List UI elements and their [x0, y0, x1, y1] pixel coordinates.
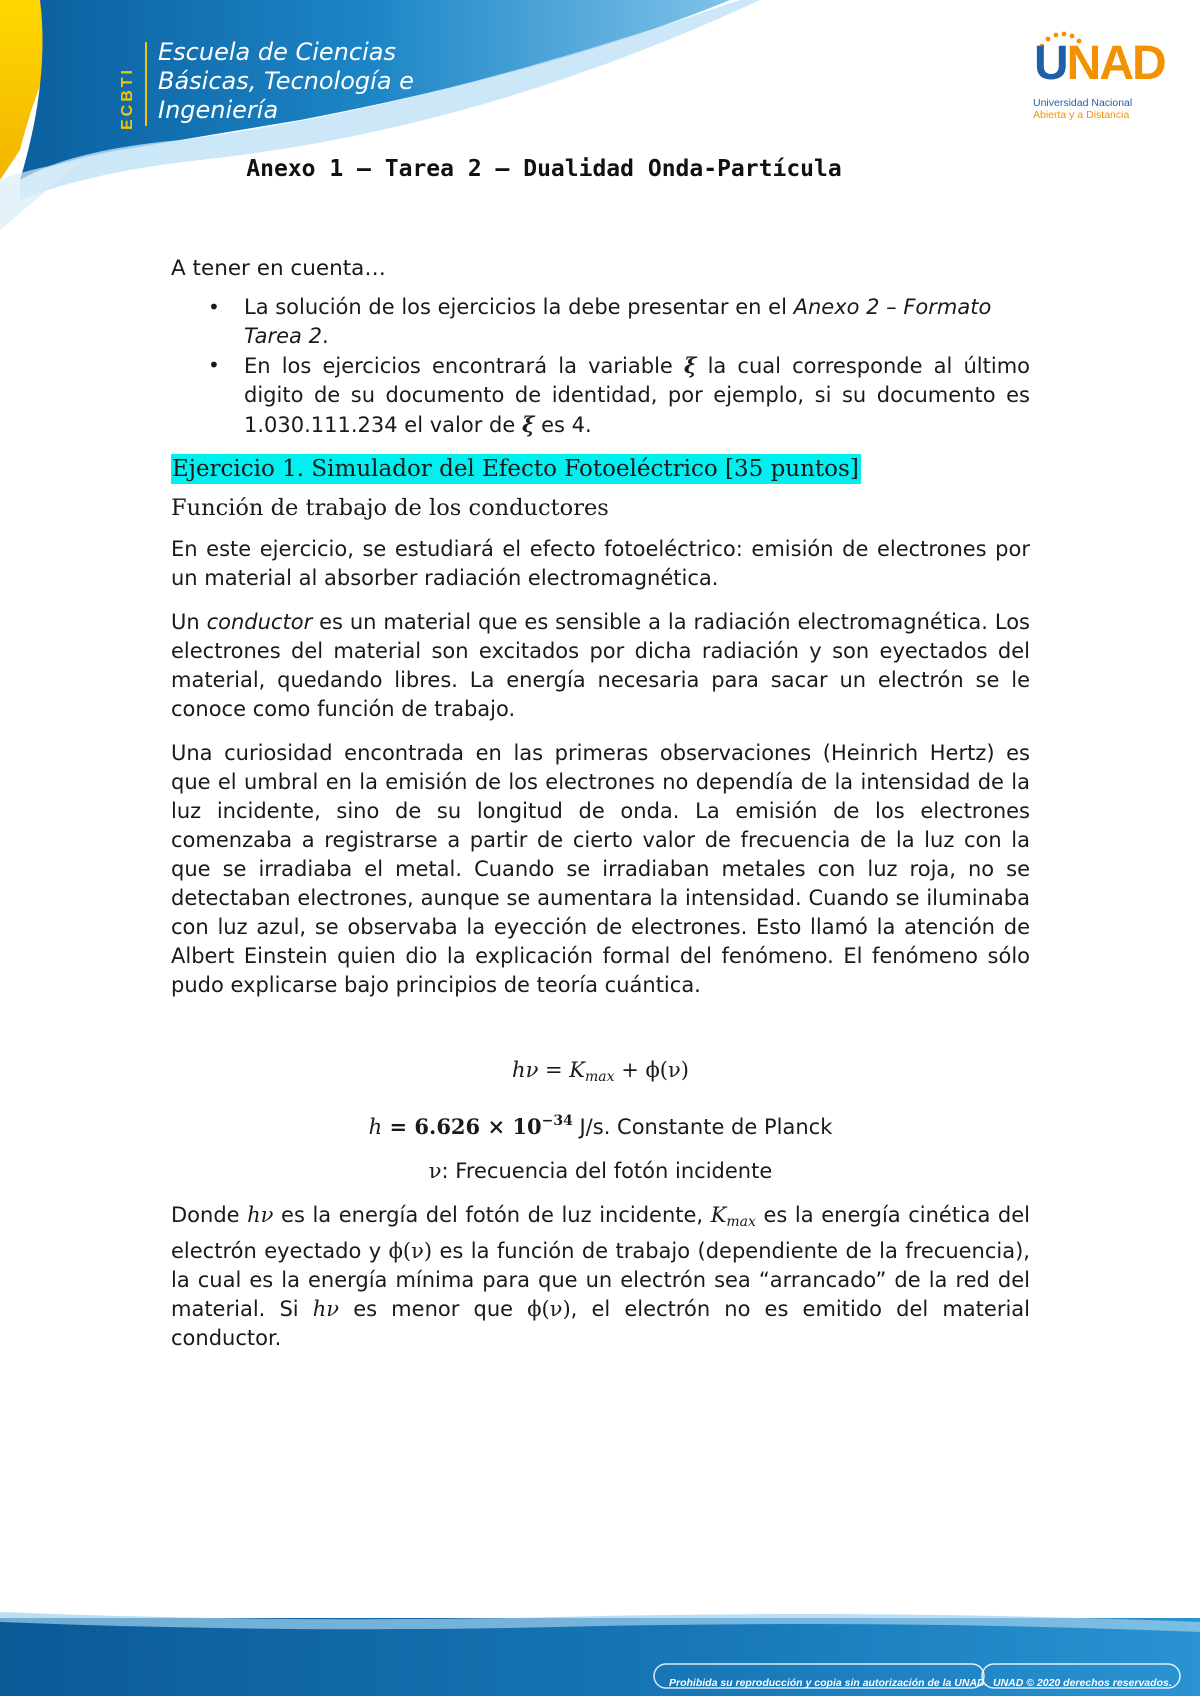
document-body [171, 254, 1030, 1368]
paragraph: En este ejercicio, se estudiará el efecto fotoeléctrico: emisión de electrones por un material al absorber radiación electromagnética. [171, 537, 1030, 590]
equation-frequency: ν: Frecuencia del fotón incidente [428, 1159, 773, 1183]
unad-logo: UNAD [1034, 37, 1165, 90]
notes-list [171, 293, 1030, 440]
list-item: • En los ejercicios encontrará la variable ξ la cual corresponde al último digito de su documento de identidad, por ejemplo, si su documento es 1.030.111.234 el valor de ξ es 4. [244, 351, 1030, 440]
footer-copyright: UNAD © 2020 derechos reservados. [993, 1677, 1172, 1689]
school-name [158, 38, 414, 125]
equation-einstein: $h\nu = K_{max} + \phi(\nu)$ [512, 1058, 689, 1085]
footer-copy-notice: Prohibida su reproducción y copia sin autorización de la UNAD. [669, 1677, 988, 1689]
equation-planck: $h = 6.626 \times 10^{-34}$ J/s. Constante de Planck [368, 1113, 833, 1139]
paragraph: Una curiosidad encontrada en las primeras observaciones (Heinrich Hertz) es que el umbral en la emisión de los electrones no dependía de la intensidad de la luz incidente, sino de su longitud de onda. La emisión de los electrones comenzaba a registrarse a partir de cierto valor de frecuencia de la luz con la que se irradiaba el metal. Cuando se irradiaban metales con luz roja, no se detectaban electrones, aunque se aumentara la intensidad. Cuando se iluminaba con luz azul, se observaba la eyección de electrones. Esto llamó la atención de Albert Einstein quien dio la explicación formal del fenómeno. El fenómeno sólo pudo explicarse bajo principios de teoría cuántica. [171, 741, 1030, 997]
school-line: Escuela de Ciencias [158, 38, 396, 66]
exercise-title: Ejercicio 1. Simulador del Efecto Fotoeléctrico [35 puntos] [172, 456, 859, 482]
acronym-label: ECBTI [119, 67, 136, 130]
school-line: Ingeniería [158, 96, 279, 124]
header-divider [145, 42, 147, 126]
unad-logo-caption: Universidad Nacional Abierta y a Distancia [1033, 97, 1133, 121]
list-item: • La solución de los ejercicios la debe presentar en el Anexo 2 – Formato Tarea 2. [244, 293, 1030, 351]
formula-block [171, 1056, 1030, 1186]
paragraph: Donde hν es la energía del fotón de luz incidente, $K_{max}$ es la energía cinética del electrón eyectado y ϕ(ν) es la función de trabajo (dependiente de la frecuencia), la cual es la energía mínima para que un electrón sea “arrancado” de la red del material. Si hν es menor que ϕ(ν), el electrón no es emitido del material conductor. [171, 1203, 1031, 1350]
notes-heading: A tener en cuenta… [171, 256, 386, 281]
paragraph: Un conductor es un material que es sensible a la radiación electromagnética. Los electrones del material son excitados por dicha radiación y son eyectados del material, quedando libres. La energía necesaria para sacar un electrón se le conoce como función de trabajo. [171, 610, 1031, 721]
school-line: Básicas, Tecnología e [158, 67, 414, 95]
section-title: Función de trabajo de los conductores [171, 495, 609, 521]
document-title: Anexo 1 – Tarea 2 – Dualidad Onda-Partícula [246, 156, 842, 182]
